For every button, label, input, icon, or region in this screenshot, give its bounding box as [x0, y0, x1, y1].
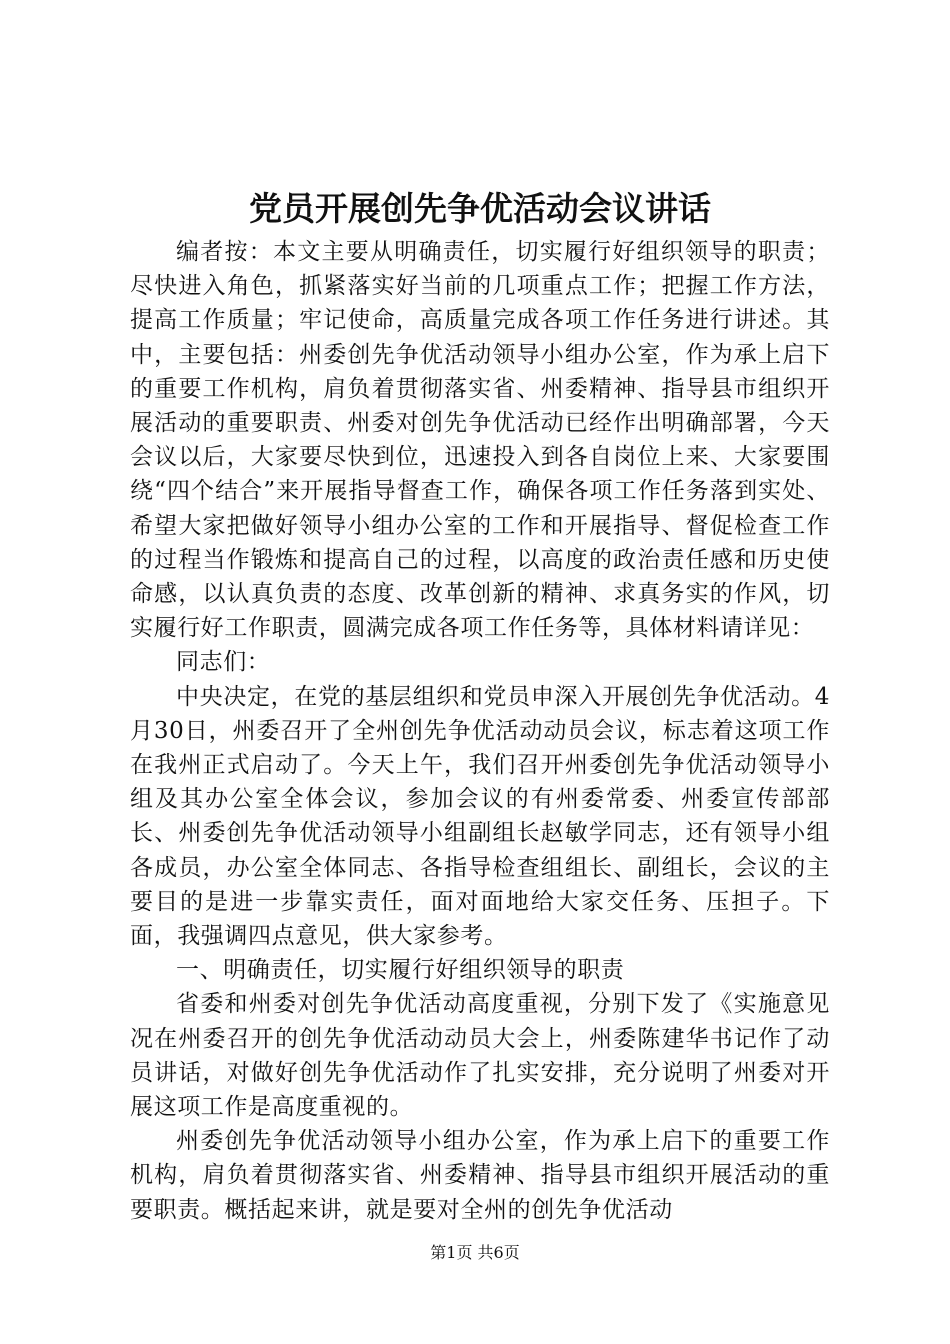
- document-title: 党员开展创先争优活动会议讲话: [249, 189, 711, 228]
- body-paragraph: 中央决定，在党的基层组织和党员申深入开展创先争优活动。4月30日，州委召开了全州创先争优活动动员会议，标志着这项工作在我州正式启动了。今天上午，我们召开州委创先争优活动领导小组及其办公室全体会议，参加会议的有州委常委、州委宣传部部长、州委创先争优活动领导小组副组长赵敏学同志，还有领导小组各成员，办公室全体同志、各指导检查组组长、副组长，会议的主要目的是进一步靠实责任，面对面地给大家交任务、压担子。下面，我强调四点意见，供大家参考。: [130, 683, 830, 950]
- page-footer: 第1页 共6页: [430, 1243, 520, 1262]
- document-body: [130, 235, 830, 1227]
- editor-note-paragraph: 编者按：本文主要从明确责任，切实履行好组织领导的职责；尽快进入角色，抓紧落实好当前的几项重点工作；把握工作方法，提高工作质量；牢记使命，高质量完成各项工作任务进行讲述。其中，主要包括：州委创先争优活动领导小组办公室，作为承上启下的重要工作机构，肩负着贯彻落实省、州委精神、指导县市组织开展活动的重要职责、州委对创先争优活动已经作出明确部署，今天会议以后，大家要尽快到位，迅速投入到各自岗位上来、大家要围绕“四个结合”来开展指导督查工作，确保各项工作任务落到实处、希望大家把做好领导小组办公室的工作和开展指导、督促检查工作的过程当作锻炼和提高自己的过程，以高度的政治责任感和历史使命感，以认真负责的态度、改革创新的精神、求真务实的作风，切实履行好工作职责，圆满完成各项工作任务等，具体材料请详见：: [130, 239, 830, 642]
- body-paragraph: 州委创先争优活动领导小组办公室，作为承上启下的重要工作机构，肩负着贯彻落实省、州委精神、指导县市组织开展活动的重要职责。概括起来讲，就是要对全州的创先争优活动: [130, 1128, 830, 1223]
- section-heading: 一、明确责任，切实履行好组织领导的职责: [176, 957, 625, 984]
- salutation-paragraph: 同志们：: [176, 649, 271, 676]
- body-paragraph: 省委和州委对创先争优活动高度重视，分别下发了《实施意见况在州委召开的创先争优活动动员大会上，州委陈建华书记作了动员讲话，对做好创先争优活动作了扎实安排，充分说明了州委对开展这项工作是高度重视的。: [130, 991, 830, 1121]
